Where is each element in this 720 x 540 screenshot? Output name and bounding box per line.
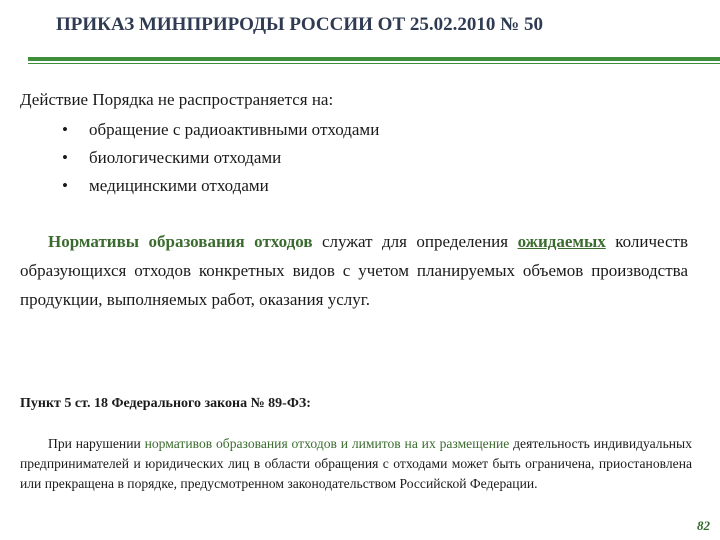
slide-title: ПРИКАЗ МИНПРИРОДЫ РОССИИ ОТ 25.02.2010 № 50 — [56, 14, 543, 35]
law-reference: Пункт 5 ст. 18 Федерального закона № 89-ФЗ: — [20, 396, 311, 411]
norms-text-before: служат для определения — [312, 232, 518, 251]
title-divider-thick — [28, 57, 720, 61]
norms-text-after: количеств образующихся отходов конкретных видов с учетом планируемых объемов производства продукции, выполняемых работ, оказания услуг. — [20, 232, 688, 309]
violation-text-before: При нарушении — [48, 436, 145, 451]
list-item: • биологическими отходами — [62, 144, 379, 172]
violation-paragraph — [20, 434, 692, 494]
intro-text: Действие Порядка не распространяется на: — [20, 90, 334, 109]
violation-text-after: деятельность индивидуальных предпринимателей и юридических лиц в области обращения с отходами может быть ограничена, приостановлена или прекращена в порядке, предусмотренном законодательством Российской Федерации. — [20, 436, 692, 491]
exclusion-list — [62, 116, 379, 200]
expected-highlight: ожидаемых — [517, 232, 606, 251]
list-item: • медицинскими отходами — [62, 172, 379, 200]
page-number: 82 — [697, 518, 710, 533]
norms-highlight: Нормативы образования отходов — [48, 232, 313, 251]
norms-paragraph — [20, 227, 688, 314]
violation-highlight: нормативов образования отходов и лимитов на их размещение — [144, 436, 510, 451]
title-divider-thin — [28, 63, 720, 64]
list-item: • обращение с радиоактивными отходами — [62, 116, 379, 144]
